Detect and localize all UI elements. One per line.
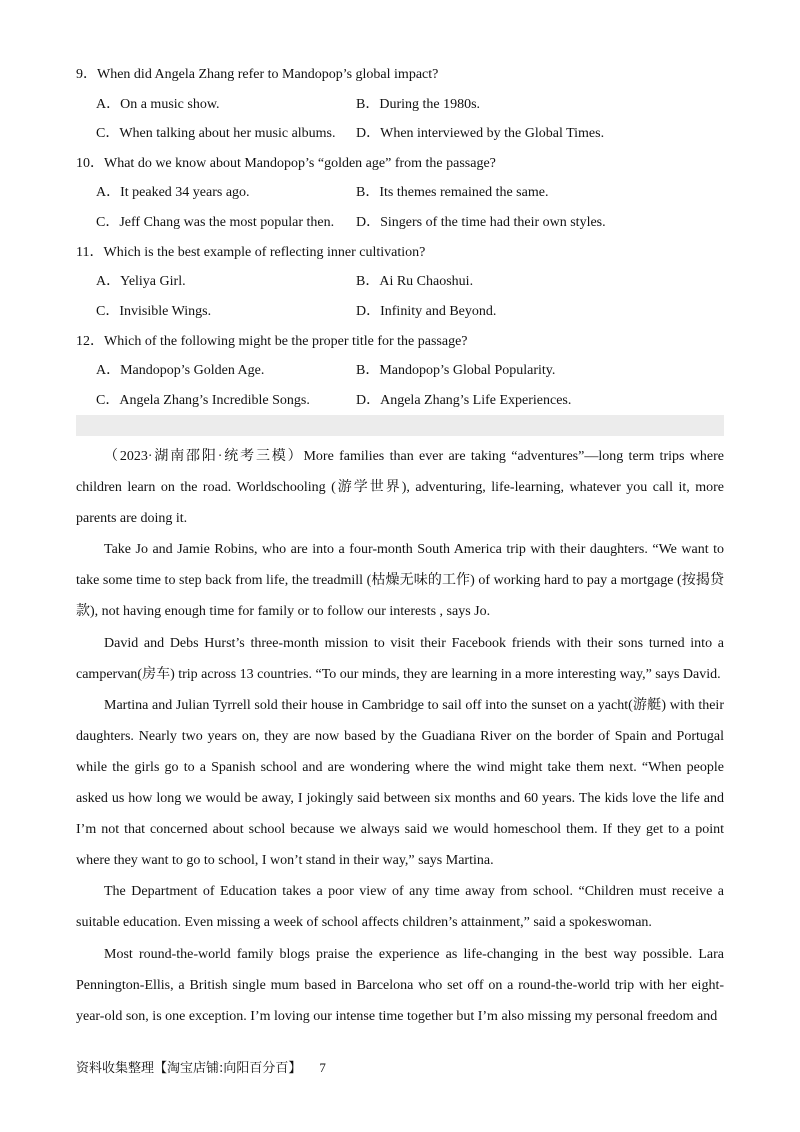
option-a: A．On a music show. (96, 97, 220, 112)
footer-source: 资料收集整理【淘宝店铺:向阳百分百】 (76, 1061, 302, 1076)
option-d: D．Infinity and Beyond. (356, 304, 497, 319)
passage-paragraph: Most round-the-world family blogs praise the experience as life-changing in the best way possible. Lara Pennington-Ellis, a British single mum based in Barcelona who set off on a round-the-world trip with her eight-year-old son, is one exception. I’m loving our intense time together but I’m also missing my personal freedom and (76, 946, 724, 1024)
page-number: 7 (319, 1060, 326, 1075)
option-a: A．It peaked 34 years ago. (96, 185, 250, 200)
option-b: B．During the 1980s. (356, 97, 481, 112)
question-stem: 10．What do we know about Mandopop’s “golden age” from the passage? (76, 156, 496, 171)
passage-paragraph: David and Debs Hurst’s three-month mission to visit their Facebook friends with their sons turned into a campervan(房车) trip across 13 countries. “To our minds, they are learning in a more interesting way,” says David. (76, 635, 724, 682)
reading-passage (76, 441, 724, 1032)
option-d: D．Angela Zhang’s Life Experiences. (356, 393, 572, 408)
option-a: A．Yeliya Girl. (96, 274, 186, 289)
option-c: C．Angela Zhang’s Incredible Songs. (96, 393, 310, 408)
option-d: D．When interviewed by the Global Times. (356, 126, 605, 141)
passage-paragraph: The Department of Education takes a poor view of any time away from school. “Children must receive a suitable education. Even missing a week of school affects children’s attainment,” said a spokeswoman. (76, 884, 724, 931)
passage-paragraph: Martina and Julian Tyrrell sold their house in Cambridge to sail off into the sunset on a yacht(游艇) with their daughters. Nearly two years on, they are now based by the Guadiana River on the border of Spain and Portugal while the girls go to a Spanish school and are wondering where the wind might take them next. “When people asked us how long we would be away, I jokingly said between six months and 60 years. The kids love the life and I’m not that concerned about school because we always said we would homeschool them. If they get to a point where they want to go to school, I won’t stand in their way,” says Martina. (76, 697, 724, 869)
section-divider (76, 415, 724, 436)
option-b: B．Ai Ru Chaoshui. (356, 274, 474, 289)
option-c: C．Invisible Wings. (96, 304, 212, 319)
option-c: C．When talking about her music albums. (96, 126, 336, 141)
question-stem: 12．Which of the following might be the proper title for the passage? (76, 334, 468, 349)
passage-paragraph: Take Jo and Jamie Robins, who are into a four-month South America trip with their daughters. “We want to take some time to step back from life, the treadmill (枯燥无味的工作) of working hard to pay a mortgage (按揭贷款), not having enough time for family or to follow our interests , says Jo. (76, 542, 724, 620)
option-c: C．Jeff Chang was the most popular then. (96, 215, 335, 230)
page-footer (76, 1057, 326, 1076)
option-d: D．Singers of the time had their own styles. (356, 215, 606, 230)
option-b: B．Mandopop’s Global Popularity. (356, 363, 556, 378)
question-stem: 11．Which is the best example of reflecting inner cultivation? (76, 245, 426, 260)
option-b: B．Its themes remained the same. (356, 185, 549, 200)
question-stem: 9．When did Angela Zhang refer to Mandopop’s global impact? (76, 67, 439, 82)
passage-paragraph: （2023·湖南邵阳·统考三模）More families than ever are taking “adventures”—long term trips where children learn on the road. Worldschooling (游学世界), adventuring, life-learning, whatever you call it, more parents are doing it. (76, 449, 724, 527)
option-a: A．Mandopop’s Golden Age. (96, 363, 265, 378)
